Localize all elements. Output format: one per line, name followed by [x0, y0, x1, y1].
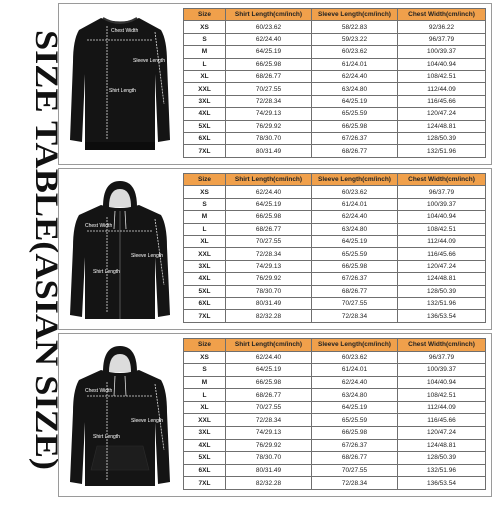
chest-width-cell: 108/42.51: [398, 71, 486, 83]
table-header-row: [184, 339, 486, 352]
col-size-header: Size: [184, 339, 226, 352]
table-row: [184, 83, 486, 95]
col-chest-width-header: Chest Width(cm/inch): [398, 9, 486, 21]
sleeve-length-cell: 64/25.19: [312, 236, 398, 248]
size-cell: 3XL: [184, 260, 226, 272]
size-table-pullover-hoodie: [183, 338, 486, 490]
size-cell: XS: [184, 186, 226, 198]
table-row: [184, 364, 486, 377]
size-panel-zip-hoodie: [58, 168, 492, 330]
size-table-title: [2, 0, 64, 500]
chest-width-cell: 112/44.09: [398, 236, 486, 248]
chest-width-cell: 128/50.39: [398, 285, 486, 297]
shirt-length-cell: 70/27.55: [226, 401, 312, 414]
size-cell: M: [184, 376, 226, 389]
shirt-length-cell: 62/24.40: [226, 186, 312, 198]
sleeve-length-cell: 61/24.01: [312, 198, 398, 210]
size-cell: L: [184, 223, 226, 235]
shirt-length-cell: 68/26.77: [226, 71, 312, 83]
table-row: [184, 351, 486, 364]
sleeve-length-cell: 66/25.98: [312, 427, 398, 440]
sleeve-length-cell: 64/25.19: [312, 401, 398, 414]
table-row: [184, 452, 486, 465]
chest-width-cell: 112/44.09: [398, 401, 486, 414]
sleeve-length-cell: 58/22.83: [312, 21, 398, 33]
chest-width-cell: 124/48.81: [398, 273, 486, 285]
table-row: [184, 211, 486, 223]
chest-width-cell: 108/42.51: [398, 389, 486, 402]
title-text: SIZE TABLE(ASIAN SIZE): [28, 30, 64, 431]
sleeve-length-label: Sleeve Length: [133, 58, 165, 64]
chest-width-cell: 112/44.09: [398, 83, 486, 95]
col-sleeve-length-header: Sleeve Length(cm/inch): [312, 174, 398, 186]
size-cell: XL: [184, 401, 226, 414]
chest-width-cell: 116/45.66: [398, 414, 486, 427]
size-panel-sweatshirt: [58, 3, 492, 165]
size-cell: 4XL: [184, 273, 226, 285]
size-cell: 7XL: [184, 145, 226, 158]
shirt-length-cell: 72/28.34: [226, 248, 312, 260]
shirt-length-cell: 74/29.13: [226, 108, 312, 120]
table-row: [184, 198, 486, 210]
shirt-length-cell: 64/25.19: [226, 46, 312, 58]
chest-width-cell: 100/39.37: [398, 46, 486, 58]
shirt-length-cell: 76/29.92: [226, 120, 312, 132]
sleeve-length-cell: 68/26.77: [312, 145, 398, 158]
table-row: [184, 46, 486, 58]
size-panel-pullover-hoodie: [58, 333, 492, 497]
chest-width-label: Chest Width: [111, 28, 139, 34]
size-cell: 5XL: [184, 120, 226, 132]
sleeve-length-cell: 66/25.98: [312, 260, 398, 272]
table-row: [184, 133, 486, 145]
table-row: [184, 464, 486, 477]
sleeve-length-cell: 72/28.34: [312, 477, 398, 490]
sleeve-length-cell: 72/28.34: [312, 310, 398, 323]
shirt-length-cell: 70/27.55: [226, 83, 312, 95]
shirt-length-cell: 78/30.70: [226, 285, 312, 297]
table-row: [184, 186, 486, 198]
size-cell: 3XL: [184, 95, 226, 107]
shirt-length-label: Shirt Length: [93, 434, 120, 440]
table-row: [184, 248, 486, 260]
sleeve-length-cell: 70/27.55: [312, 464, 398, 477]
shirt-length-cell: 72/28.34: [226, 95, 312, 107]
sleeve-length-label: Sleeve Length: [131, 253, 163, 259]
shirt-length-cell: 68/26.77: [226, 223, 312, 235]
sleeve-length-cell: 63/24.80: [312, 83, 398, 95]
shirt-length-cell: 70/27.55: [226, 236, 312, 248]
shirt-length-cell: 60/23.62: [226, 21, 312, 33]
shirt-length-cell: 64/25.19: [226, 198, 312, 210]
col-shirt-length-header: Shirt Length(cm/inch): [226, 174, 312, 186]
shirt-length-cell: 74/29.13: [226, 427, 312, 440]
table-row: [184, 108, 486, 120]
sleeve-length-cell: 60/23.62: [312, 46, 398, 58]
size-cell: XXL: [184, 414, 226, 427]
size-cell: 3XL: [184, 427, 226, 440]
sleeve-length-cell: 67/26.37: [312, 133, 398, 145]
shirt-length-cell: 80/31.49: [226, 464, 312, 477]
table-row: [184, 376, 486, 389]
chest-width-cell: 104/40.94: [398, 58, 486, 70]
table-row: [184, 58, 486, 70]
size-table-zip-hoodie: [183, 173, 486, 323]
chest-width-cell: 96/37.79: [398, 33, 486, 45]
chest-width-cell: 100/39.37: [398, 364, 486, 377]
size-cell: L: [184, 389, 226, 402]
sleeve-length-cell: 68/26.77: [312, 285, 398, 297]
col-chest-width-header: Chest Width(cm/inch): [398, 339, 486, 352]
chest-width-cell: 96/37.79: [398, 351, 486, 364]
size-cell: 7XL: [184, 310, 226, 323]
chest-width-cell: 124/48.81: [398, 439, 486, 452]
col-size-header: Size: [184, 174, 226, 186]
col-shirt-length-header: Shirt Length(cm/inch): [226, 9, 312, 21]
shirt-length-label: Shirt Length: [93, 269, 120, 275]
table-row: [184, 298, 486, 310]
table-row: [184, 33, 486, 45]
table-header-row: [184, 174, 486, 186]
shirt-length-cell: 72/28.34: [226, 414, 312, 427]
sleeve-length-cell: 62/24.40: [312, 71, 398, 83]
chest-width-label: Chest Width: [85, 223, 113, 229]
table-row: [184, 401, 486, 414]
shirt-length-cell: 82/32.28: [226, 477, 312, 490]
col-chest-width-header: Chest Width(cm/inch): [398, 174, 486, 186]
size-cell: L: [184, 58, 226, 70]
table-row: [184, 21, 486, 33]
shirt-length-cell: 66/25.98: [226, 376, 312, 389]
size-cell: S: [184, 198, 226, 210]
sleeve-length-cell: 61/24.01: [312, 364, 398, 377]
chest-width-cell: 136/53.54: [398, 477, 486, 490]
sleeve-length-cell: 60/23.62: [312, 186, 398, 198]
shirt-length-label: Shirt Length: [109, 88, 136, 94]
table-row: [184, 273, 486, 285]
sleeve-length-cell: 65/25.59: [312, 108, 398, 120]
sleeve-length-label: Sleeve Length: [131, 418, 163, 424]
size-cell: 7XL: [184, 477, 226, 490]
shirt-length-cell: 74/29.13: [226, 260, 312, 272]
shirt-length-cell: 64/25.19: [226, 364, 312, 377]
garment-photo-zip-hoodie: [63, 177, 177, 323]
table-row: [184, 260, 486, 272]
size-cell: S: [184, 364, 226, 377]
size-cell: XXL: [184, 83, 226, 95]
chest-width-cell: 116/45.66: [398, 95, 486, 107]
table-row: [184, 477, 486, 490]
sleeve-length-cell: 61/24.01: [312, 58, 398, 70]
size-cell: XXL: [184, 248, 226, 260]
sleeve-length-cell: 66/25.98: [312, 120, 398, 132]
chest-width-cell: 136/53.54: [398, 310, 486, 323]
size-table-sweatshirt: [183, 8, 486, 158]
chest-width-cell: 104/40.94: [398, 376, 486, 389]
chest-width-cell: 108/42.51: [398, 223, 486, 235]
shirt-length-cell: 68/26.77: [226, 389, 312, 402]
size-cell: 6XL: [184, 298, 226, 310]
size-cell: XS: [184, 351, 226, 364]
shirt-length-cell: 76/29.92: [226, 439, 312, 452]
sleeve-length-cell: 67/26.37: [312, 273, 398, 285]
chest-width-cell: 132/51.96: [398, 298, 486, 310]
shirt-length-cell: 82/32.28: [226, 310, 312, 323]
sleeve-length-cell: 67/26.37: [312, 439, 398, 452]
table-row: [184, 236, 486, 248]
shirt-length-cell: 66/25.98: [226, 58, 312, 70]
sleeve-length-cell: 59/23.22: [312, 33, 398, 45]
shirt-length-cell: 62/24.40: [226, 351, 312, 364]
table-row: [184, 223, 486, 235]
shirt-length-cell: 80/31.49: [226, 145, 312, 158]
sleeve-length-cell: 68/26.77: [312, 452, 398, 465]
chest-width-cell: 128/50.39: [398, 452, 486, 465]
col-size-header: Size: [184, 9, 226, 21]
col-shirt-length-header: Shirt Length(cm/inch): [226, 339, 312, 352]
sleeve-length-cell: 64/25.19: [312, 95, 398, 107]
size-cell: S: [184, 33, 226, 45]
size-cell: 5XL: [184, 452, 226, 465]
sleeve-length-cell: 63/24.80: [312, 389, 398, 402]
table-row: [184, 145, 486, 158]
sleeve-length-cell: 63/24.80: [312, 223, 398, 235]
garment-photo-sweatshirt: [63, 12, 177, 158]
chest-width-cell: 92/36.22: [398, 21, 486, 33]
table-row: [184, 427, 486, 440]
table-header-row: [184, 9, 486, 21]
table-row: [184, 285, 486, 297]
table-row: [184, 310, 486, 323]
chest-width-cell: 96/37.79: [398, 186, 486, 198]
sleeve-length-cell: 65/25.59: [312, 248, 398, 260]
table-row: [184, 439, 486, 452]
chest-width-cell: 128/50.39: [398, 133, 486, 145]
size-cell: 6XL: [184, 133, 226, 145]
chest-width-cell: 124/48.81: [398, 120, 486, 132]
chest-width-cell: 132/51.96: [398, 464, 486, 477]
chest-width-label: Chest Width: [85, 388, 113, 394]
shirt-length-cell: 78/30.70: [226, 133, 312, 145]
shirt-length-cell: 76/29.92: [226, 273, 312, 285]
size-cell: M: [184, 46, 226, 58]
table-row: [184, 389, 486, 402]
sleeve-length-cell: 60/23.62: [312, 351, 398, 364]
size-cell: 5XL: [184, 285, 226, 297]
sleeve-length-cell: 62/24.40: [312, 376, 398, 389]
chest-width-cell: 120/47.24: [398, 427, 486, 440]
table-row: [184, 120, 486, 132]
size-cell: 4XL: [184, 108, 226, 120]
size-cell: XS: [184, 21, 226, 33]
table-row: [184, 71, 486, 83]
shirt-length-cell: 66/25.98: [226, 211, 312, 223]
sleeve-length-cell: 62/24.40: [312, 211, 398, 223]
col-sleeve-length-header: Sleeve Length(cm/inch): [312, 9, 398, 21]
chest-width-cell: 104/40.94: [398, 211, 486, 223]
size-cell: 4XL: [184, 439, 226, 452]
chest-width-cell: 132/51.96: [398, 145, 486, 158]
shirt-length-cell: 80/31.49: [226, 298, 312, 310]
chest-width-cell: 116/45.66: [398, 248, 486, 260]
size-cell: M: [184, 211, 226, 223]
table-row: [184, 95, 486, 107]
table-row: [184, 414, 486, 427]
size-cell: XL: [184, 236, 226, 248]
col-sleeve-length-header: Sleeve Length(cm/inch): [312, 339, 398, 352]
shirt-length-cell: 62/24.40: [226, 33, 312, 45]
size-cell: 6XL: [184, 464, 226, 477]
chest-width-cell: 120/47.24: [398, 108, 486, 120]
chest-width-cell: 100/39.37: [398, 198, 486, 210]
shirt-length-cell: 78/30.70: [226, 452, 312, 465]
garment-photo-pullover-hoodie: [63, 342, 177, 490]
size-cell: XL: [184, 71, 226, 83]
sleeve-length-cell: 70/27.55: [312, 298, 398, 310]
sleeve-length-cell: 65/25.59: [312, 414, 398, 427]
chest-width-cell: 120/47.24: [398, 260, 486, 272]
